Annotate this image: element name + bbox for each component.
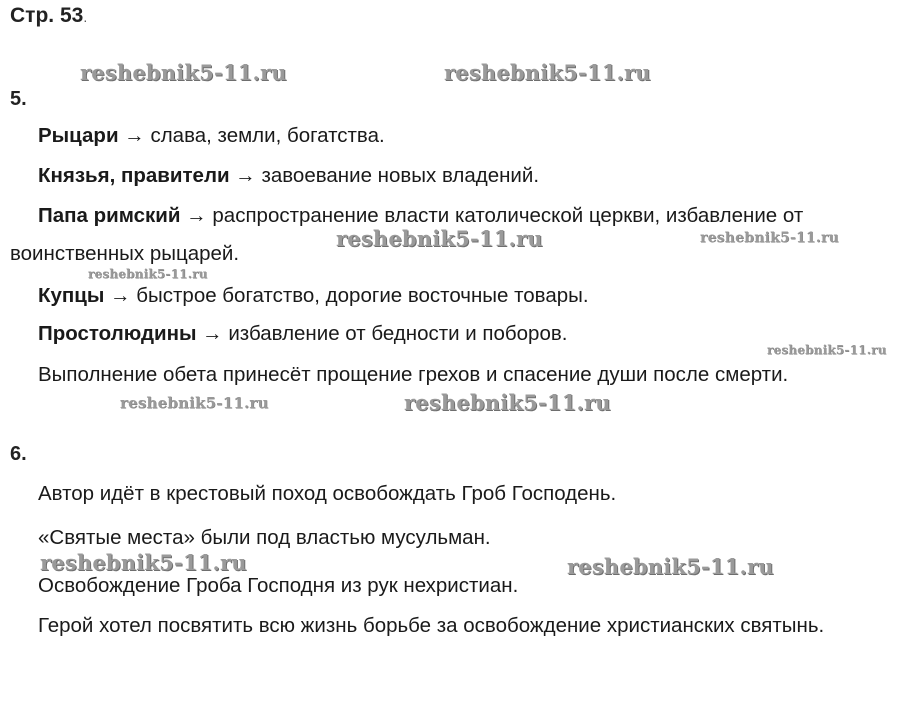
task-5-conclusion: Выполнение обета принесёт прощение грехов и спасение души после смерти. bbox=[38, 363, 789, 386]
watermark: reshebnik5-11.ru bbox=[567, 554, 774, 579]
text-princes: → завоевание новых владений. bbox=[229, 164, 540, 187]
task-6-line-4: Герой хотел посвятить всю жизнь борьбе за освобождение христианских святынь. bbox=[38, 614, 825, 637]
page-title-dot: . bbox=[83, 9, 88, 25]
task-5-item-princes bbox=[38, 158, 539, 194]
text-merchants: → быстрое богатство, дорогие восточные товары. bbox=[104, 284, 589, 307]
term-knights: Рыцари bbox=[38, 124, 119, 147]
page-title bbox=[10, 4, 87, 28]
task-5-item-merchants bbox=[38, 278, 589, 314]
text-commoners: → избавление от бедности и поборов. bbox=[196, 322, 568, 345]
task-5-item-pope bbox=[38, 198, 803, 234]
task-5-number: 5. bbox=[10, 88, 27, 110]
watermark: reshebnik5-11.ru bbox=[336, 226, 543, 251]
task-6-number: 6. bbox=[10, 443, 27, 465]
task-5-item-pope-continued bbox=[10, 236, 239, 272]
watermark: reshebnik5-11.ru bbox=[40, 550, 247, 575]
term-commoners: Простолюдины bbox=[38, 322, 197, 345]
text-pope-line1: → распространение власти католической церкви, избавление от bbox=[180, 204, 804, 227]
term-princes: Князья, правители bbox=[38, 164, 230, 187]
watermark: reshebnik5-11.ru bbox=[444, 60, 651, 85]
task-5-item-commoners bbox=[38, 316, 567, 352]
task-5-item-knights bbox=[38, 118, 385, 154]
term-merchants: Купцы bbox=[38, 284, 105, 307]
watermark: reshebnik5-11.ru bbox=[88, 267, 208, 281]
text-knights: → слава, земли, богатства. bbox=[118, 124, 385, 147]
watermark: reshebnik5-11.ru bbox=[404, 390, 611, 415]
term-pope: Папа римский bbox=[38, 204, 181, 227]
watermark: reshebnik5-11.ru bbox=[80, 60, 287, 85]
watermark: reshebnik5-11.ru bbox=[767, 343, 887, 357]
watermark: reshebnik5-11.ru bbox=[120, 394, 269, 412]
task-6-line-1: Автор идёт в крестовый поход освобождать Гроб Господень. bbox=[38, 482, 617, 505]
text-pope-line2: воинственных рыцарей. bbox=[10, 242, 240, 265]
task-6-line-3: Освобождение Гроба Господня из рук нехристиан. bbox=[38, 574, 519, 597]
page-title-text: Стр. 53 bbox=[10, 4, 84, 27]
watermark: reshebnik5-11.ru bbox=[700, 230, 839, 246]
task-6-line-2: «Святые места» были под властью мусульман. bbox=[38, 526, 491, 549]
